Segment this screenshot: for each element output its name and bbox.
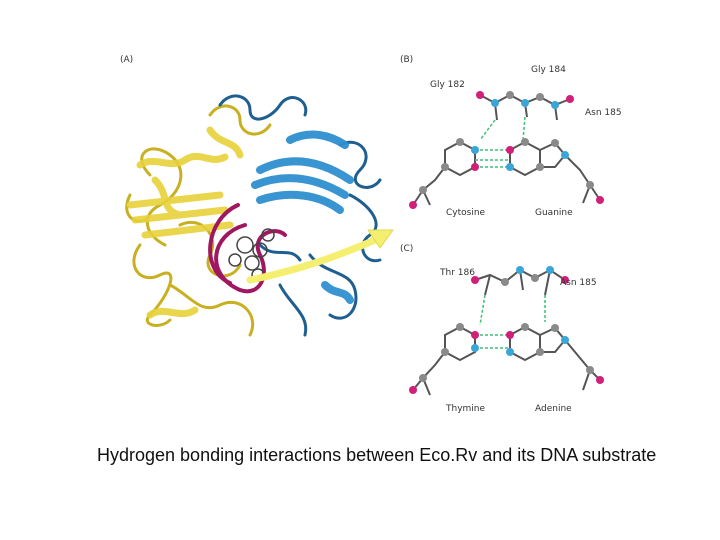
cytosine-label: Cytosine (446, 208, 486, 218)
gly184-label: Gly 184 (531, 65, 566, 75)
cytosine-guanine-hbond-diagram (395, 55, 620, 230)
figure-caption: Hydrogen bonding interactions between Eco.Rv and its DNA substrate (97, 445, 657, 465)
gly182-label: Gly 182 (430, 80, 465, 90)
panel-a-label: (A) (120, 55, 134, 65)
thr186-label: Thr 186 (440, 268, 475, 278)
protein-dna-complex-illustration (110, 85, 400, 345)
asn185-label-b: Asn 185 (585, 108, 622, 118)
asn185-label-c: Asn 185 (560, 278, 597, 288)
adenine-label: Adenine (535, 404, 572, 414)
panel-c-label: (C) (400, 244, 414, 254)
panel-b-label: (B) (400, 55, 414, 65)
guanine-label: Guanine (535, 208, 573, 218)
thymine-adenine-hbond-diagram (395, 240, 620, 425)
thymine-label: Thymine (446, 404, 486, 414)
